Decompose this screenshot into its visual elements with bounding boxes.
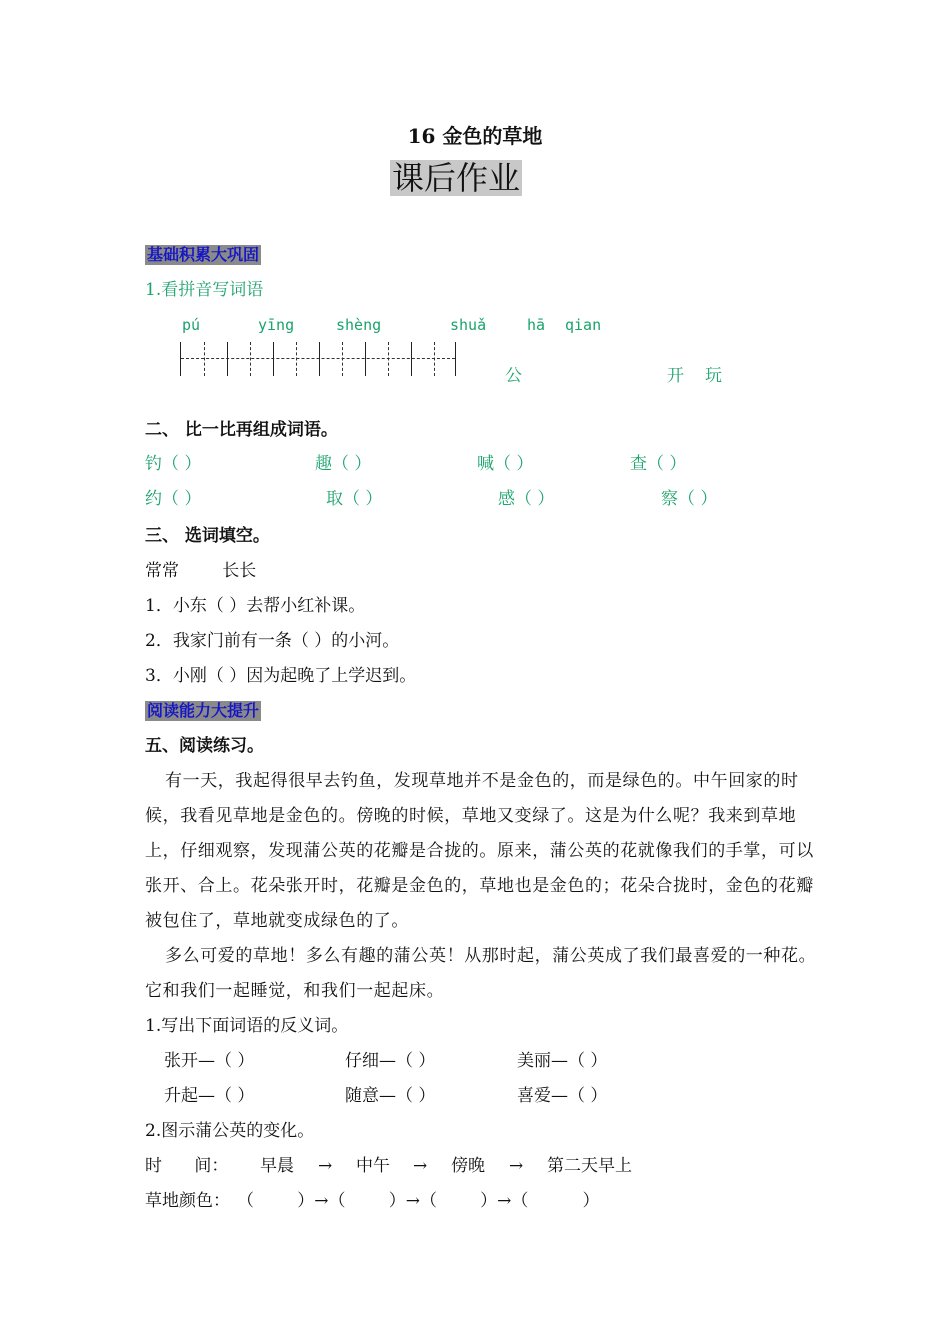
- lesson-title: 16 金色的草地: [407, 124, 543, 148]
- pinyin-2: yīng: [258, 316, 295, 334]
- time-next-morning: 第二天早上: [547, 1156, 632, 1176]
- pinyin-1: pú: [182, 316, 201, 334]
- compare-item: 感（ ）: [498, 489, 555, 509]
- pinyin-4: shuǎ: [450, 316, 487, 334]
- q1-title: 1.看拼音写词语: [145, 280, 264, 300]
- antonym-item: 美丽—（ ）: [517, 1051, 608, 1071]
- color-label: 草地颜色：: [145, 1191, 230, 1211]
- arrow-icon: →: [318, 1156, 333, 1176]
- hint-char-gong: 公: [505, 366, 522, 386]
- reading-paragraph-1: 有一天，我起得很早去钓鱼，发现草地并不是金色的，而是绿色的。中午回家的时候，我看见草地是金色的。傍晚的时候，草地又变绿了。这是为什么呢？我来到草地上，仔细观察，发现蒲公英的花瓣是合拢的。原来，蒲公英的花就像我们的手掌，可以张开、合上。花朵张开时，花瓣是金色的，草地也是金色的；花朵合拢时，金色的花瓣被包住了，草地就变成绿色的了。: [145, 771, 814, 931]
- compare-item: 约（ ）: [145, 489, 202, 509]
- antonym-item: 仔细—（ ）: [345, 1051, 436, 1071]
- arrow-icon: →: [509, 1156, 524, 1176]
- diagram-title: 2.图示蒲公英的变化。: [145, 1121, 315, 1141]
- pinyin-3: shèng: [336, 316, 382, 334]
- antonym-item: 喜爱—（ ）: [517, 1086, 608, 1106]
- pinyin-6: qian: [565, 316, 602, 334]
- fill-item: 3．小刚（ ）因为起晚了上学迟到。: [145, 666, 417, 686]
- fill-item: 2．我家门前有一条（ ）的小河。: [145, 631, 400, 651]
- antonym-item: 随意—（ ）: [345, 1086, 436, 1106]
- hint-char-kai: 开: [667, 366, 684, 386]
- pinyin-5: hā: [527, 316, 546, 334]
- time-label: 时 间：: [145, 1156, 229, 1176]
- time-noon: 中午: [356, 1156, 390, 1176]
- hint-char-wan: 玩: [705, 366, 722, 386]
- compare-item: 察（ ）: [661, 489, 718, 509]
- section2-title: 二、 比一比再组成词语。: [145, 420, 338, 440]
- color-blanks: （ ）→（ ）→（ ）→（ ）: [237, 1191, 600, 1211]
- compare-item: 钓（ ）: [145, 454, 202, 474]
- page-subtitle: 课后作业: [392, 159, 521, 197]
- compare-item: 趣（ ）: [315, 454, 372, 474]
- word-choices: 常常 长长: [145, 561, 257, 581]
- antonym-item: 张开—（ ）: [164, 1051, 255, 1071]
- section3-title: 三、 选词填空。: [145, 526, 270, 546]
- antonym-title: 1.写出下面词语的反义词。: [145, 1016, 349, 1036]
- time-evening: 傍晚: [451, 1156, 485, 1176]
- reading-title: 五、阅读练习。: [145, 736, 264, 756]
- section-label-reading: 阅读能力大提升: [147, 701, 260, 720]
- compare-item: 喊（ ）: [477, 454, 534, 474]
- arrow-icon: →: [413, 1156, 428, 1176]
- compare-item: 查（ ）: [630, 454, 687, 474]
- writing-grid[interactable]: [180, 342, 456, 376]
- time-morning: 早晨: [260, 1156, 294, 1176]
- fill-item: 1．小东（ ）去帮小红补课。: [145, 596, 366, 616]
- compare-item: 取（ ）: [326, 489, 383, 509]
- reading-paragraph-2: 多么可爱的草地！多么有趣的蒲公英！从那时起，蒲公英成了我们最喜爱的一种花。它和我们一起睡觉，和我们一起起床。: [145, 946, 817, 1001]
- antonym-item: 升起—（ ）: [164, 1086, 255, 1106]
- section-label-basic: 基础积累大巩固: [147, 245, 260, 264]
